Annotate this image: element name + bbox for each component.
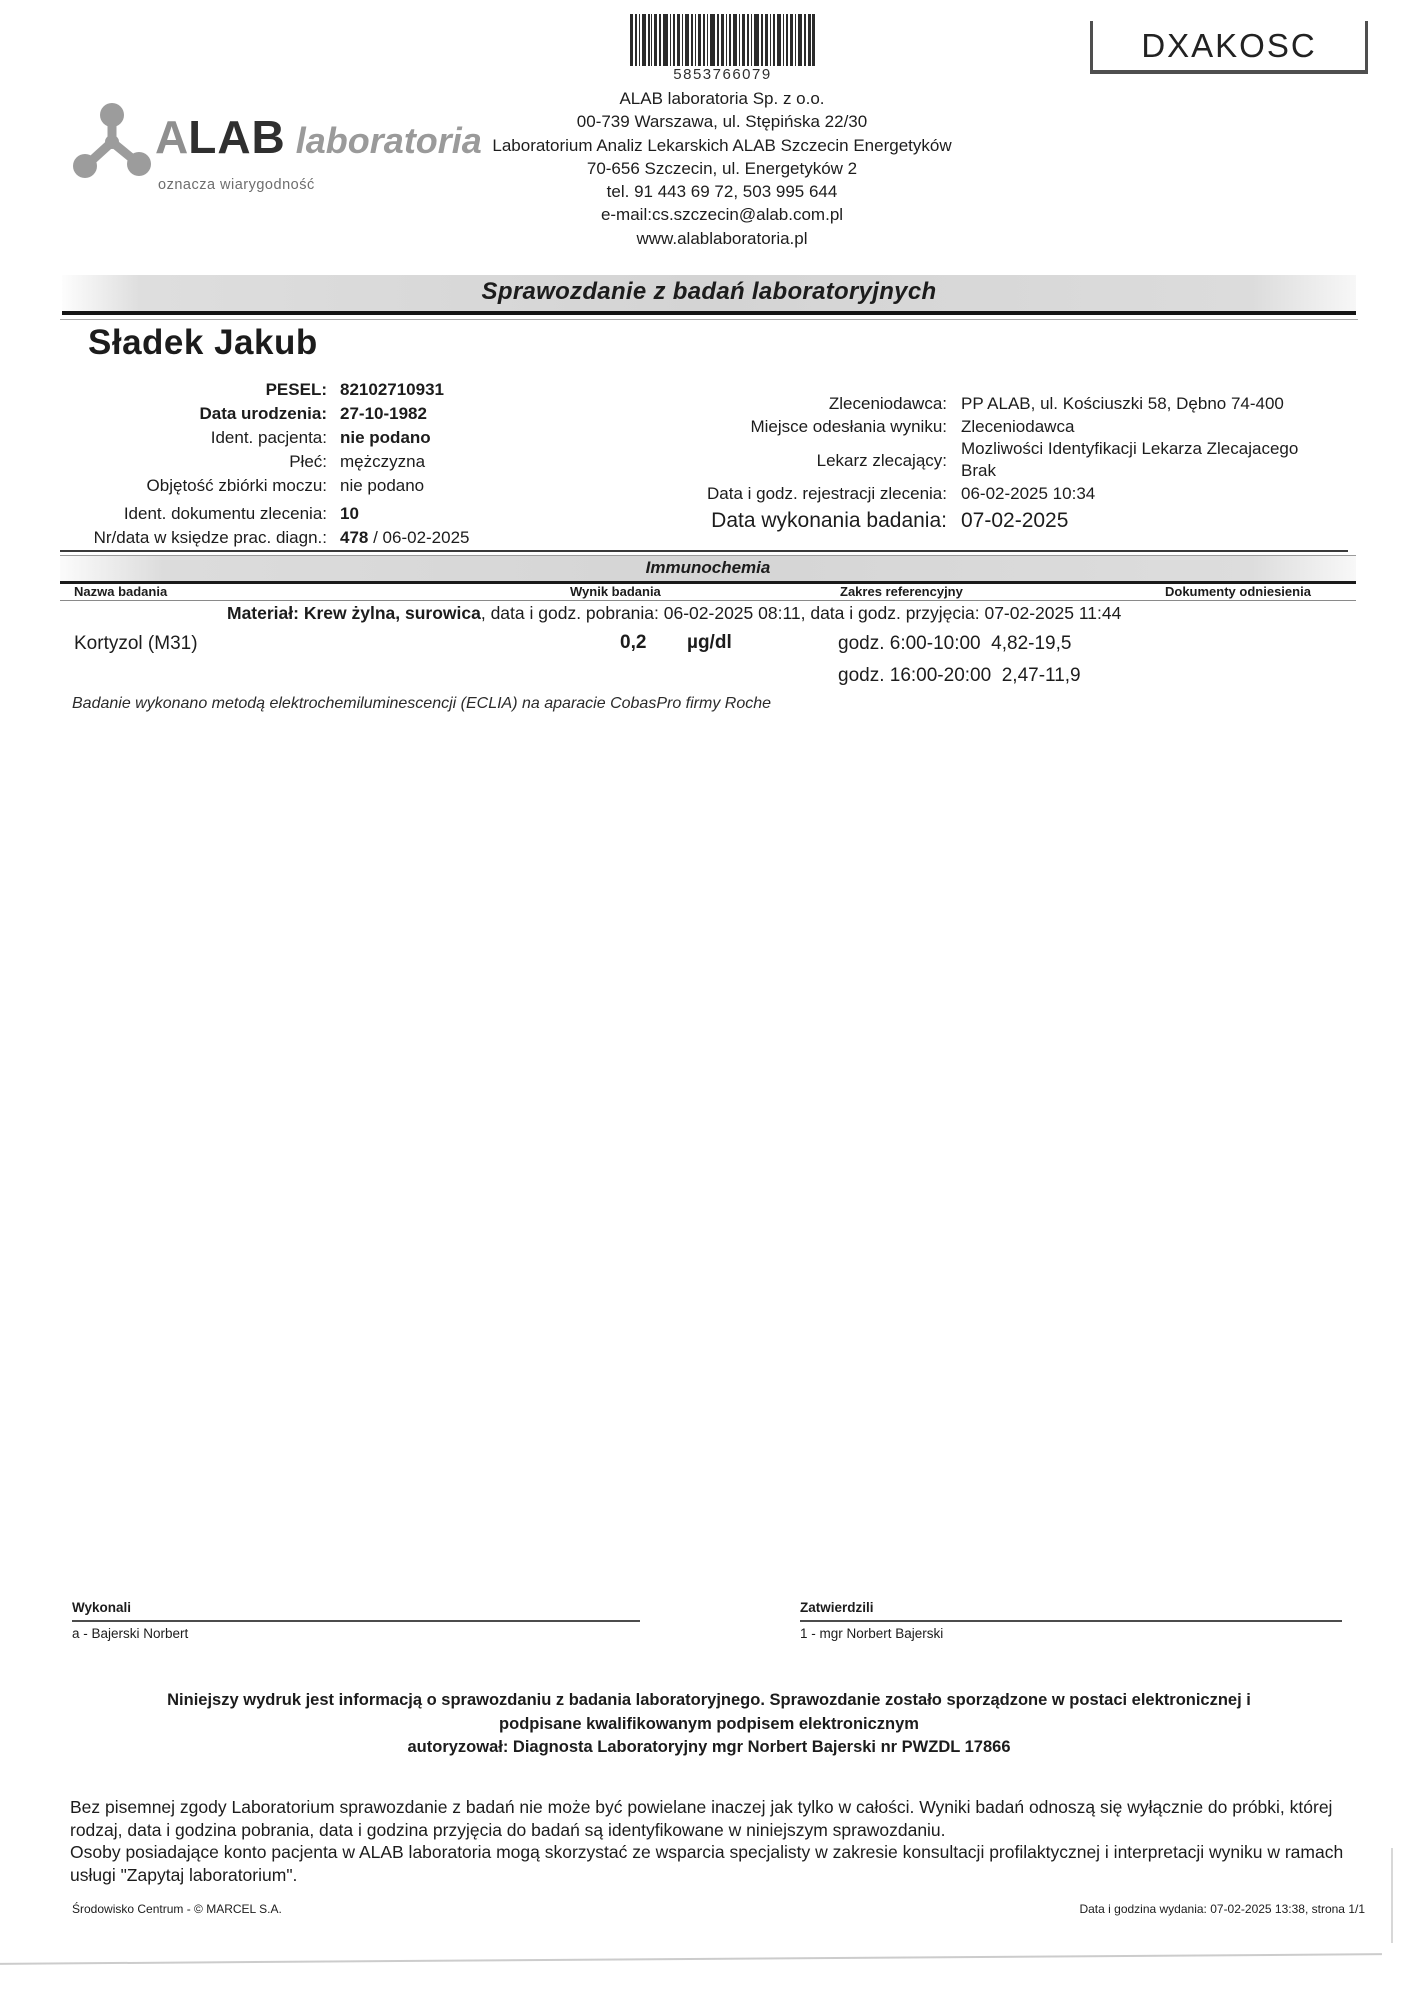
field-pesel: PESEL: 82102710931	[265, 380, 445, 399]
order-code-stamp	[1090, 21, 1368, 74]
field-execution-date: Data wykonania badania: 07-02-2025	[711, 509, 1069, 532]
result-reference-morning: godz. 6:00-10:00 4,82-19,5	[838, 633, 1072, 654]
doctor-id-line: Mozliwości Identyfikacji Lekarza Zlecajacego	[961, 439, 1299, 458]
disclaimer-paragraph-1: Bez pisemnej zgody Laboratorium sprawozdanie z badań nie może być powielane inaczej jak tylko w całości. Wyniki badań odnoszą się wyłącznie do próbki, której rodzaj, data i godzina pobrania, data i godzina przyjęcia do badań są identyfikowane w niniejszym sprawozdaniu.	[70, 1797, 1333, 1840]
doctor-id-line2: Brak	[961, 461, 996, 480]
legal-line-3: autoryzował: Diagnosta Laboratoryjny mgr Norbert Bajerski nr PWZDL 17866	[407, 1738, 1011, 1756]
lab-email: e-mail:cs.szczecin@alab.com.pl	[600, 205, 844, 225]
barcode-number: 5853766079	[673, 66, 772, 83]
section-top-line	[60, 550, 1348, 552]
column-headers-underline	[60, 600, 1356, 601]
scan-edge-vertical	[1391, 1848, 1393, 1943]
alab-molecule-icon	[70, 100, 154, 184]
approved-by-value: 1 - mgr Norbert Bajerski	[800, 1626, 944, 1641]
field-sex: Płeć: mężczyzna	[289, 452, 426, 471]
report-title: Sprawozdanie z badań laboratoryjnych	[481, 278, 937, 305]
column-header-reference-range: Zakres referencyjny	[840, 584, 963, 599]
field-urine-volume: Objętość zbiórki moczu: nie podano	[146, 476, 425, 495]
field-order-doc-id: Ident. dokumentu zlecenia: 10	[123, 504, 359, 523]
result-unit: µg/dl	[687, 632, 732, 653]
lab-branch-name: Laboratorium Analiz Lekarskich ALAB Szczecin Energetyków	[492, 135, 952, 155]
column-header-test-name: Nazwa badania	[74, 584, 168, 599]
result-test-name: Kortyzol (M31)	[74, 633, 198, 654]
legal-statement	[62, 1689, 1356, 1760]
order-fields	[0, 392, 1298, 534]
material-line: Materiał: Krew żylna, surowica, data i godz. pobrania: 06-02-2025 08:11, data i godz. przyjęcia: 07-02-2025 11:44	[227, 603, 1122, 623]
barcode	[630, 14, 815, 66]
approved-by-underline	[800, 1620, 1342, 1622]
result-value: 0,2	[620, 632, 647, 653]
field-patient-id: Ident. pacjenta: nie podano	[210, 428, 431, 447]
patient-name: Sładek Jakub	[88, 323, 318, 362]
lab-website: www.alablaboratoria.pl	[636, 228, 808, 248]
scan-edge-line	[0, 1953, 1382, 1965]
legal-line-2: podpisane kwalifikowanym podpisem elektronicznym	[499, 1714, 919, 1733]
legal-line-1: Niniejszy wydruk jest informacją o sprawozdaniu z badania laboratoryjnego. Sprawozdanie zostało sporządzone w postaci elektronicznej i	[167, 1691, 1251, 1709]
field-birthdate: Data urodzenia: 27-10-1982	[199, 404, 427, 423]
lab-address-szczecin: 70-656 Szczecin, ul. Energetyków 2	[586, 158, 858, 178]
logo-laboratoria-text: laboratoria	[295, 120, 482, 161]
footer-system-info: Środowisko Centrum - © MARCEL S.A.	[72, 1902, 282, 1916]
result-reference-evening: godz. 16:00-20:00 2,47-11,9	[838, 665, 1081, 686]
lab-name: ALAB laboratoria Sp. z o.o.	[619, 89, 825, 108]
footer-issue-datetime: Data i godzina wydania: 07-02-2025 13:38, strona 1/1	[1079, 1902, 1365, 1916]
column-header-reference-docs: Dokumenty odniesienia	[1165, 584, 1311, 599]
section-title: Immunochemia	[645, 558, 771, 577]
lab-phone: tel. 91 443 69 72, 503 995 644	[606, 182, 838, 202]
approved-by-header: Zatwierdzili	[800, 1600, 874, 1615]
report-title-band	[62, 275, 1356, 315]
logo-letter-a: A	[155, 111, 189, 163]
field-registration-datetime: Data i godz. rejestracji zlecenia: 06-02-2025 10:34	[706, 484, 1096, 503]
method-note: Badanie wykonano metodą elektrochemiluminescencji (ECLIA) na aparacie CobasPro firmy Roche	[72, 695, 772, 712]
performed-by-underline	[72, 1620, 640, 1622]
lab-address-warszawa: 00-739 Warszawa, ul. Stępińska 22/30	[576, 112, 868, 132]
field-register-number: Nr/data w księdze prac. diagn.: 478 / 06-02-2025	[93, 528, 470, 547]
field-result-destination: Miejsce odesłania wyniku: Zleceniodawca	[750, 417, 1075, 436]
performed-by-header: Wykonali	[72, 1600, 132, 1615]
field-ordering-doctor: Lekarz zlecający: Mozliwości Identyfikacji Lekarza Zlecajacego Brak	[816, 439, 1299, 480]
lab-address-block	[422, 87, 1022, 250]
title-underline	[60, 319, 1358, 320]
performed-by-value: a - Bajerski Norbert	[72, 1626, 189, 1641]
logo-tagline: oznacza wiarygodność	[158, 177, 315, 193]
disclaimer-paragraph-2: Osoby posiadające konto pacjenta w ALAB laboratoria mogą skorzystać ze wsparcia specjalisty w zakresie konsultacji profilaktycznej i interpretacji wyniku w ramach usługi "Zapytaj laboratorium".	[70, 1842, 1344, 1885]
logo-letters-lab: LAB	[188, 111, 286, 163]
disclaimer	[70, 1796, 1355, 1886]
field-client: Zleceniodawca: PP ALAB, ul. Kościuszki 58, Dębno 74-400	[828, 394, 1284, 413]
order-code-text: DXAKOSC	[1141, 26, 1317, 64]
column-header-result: Wynik badania	[570, 584, 661, 599]
section-band	[60, 555, 1356, 584]
